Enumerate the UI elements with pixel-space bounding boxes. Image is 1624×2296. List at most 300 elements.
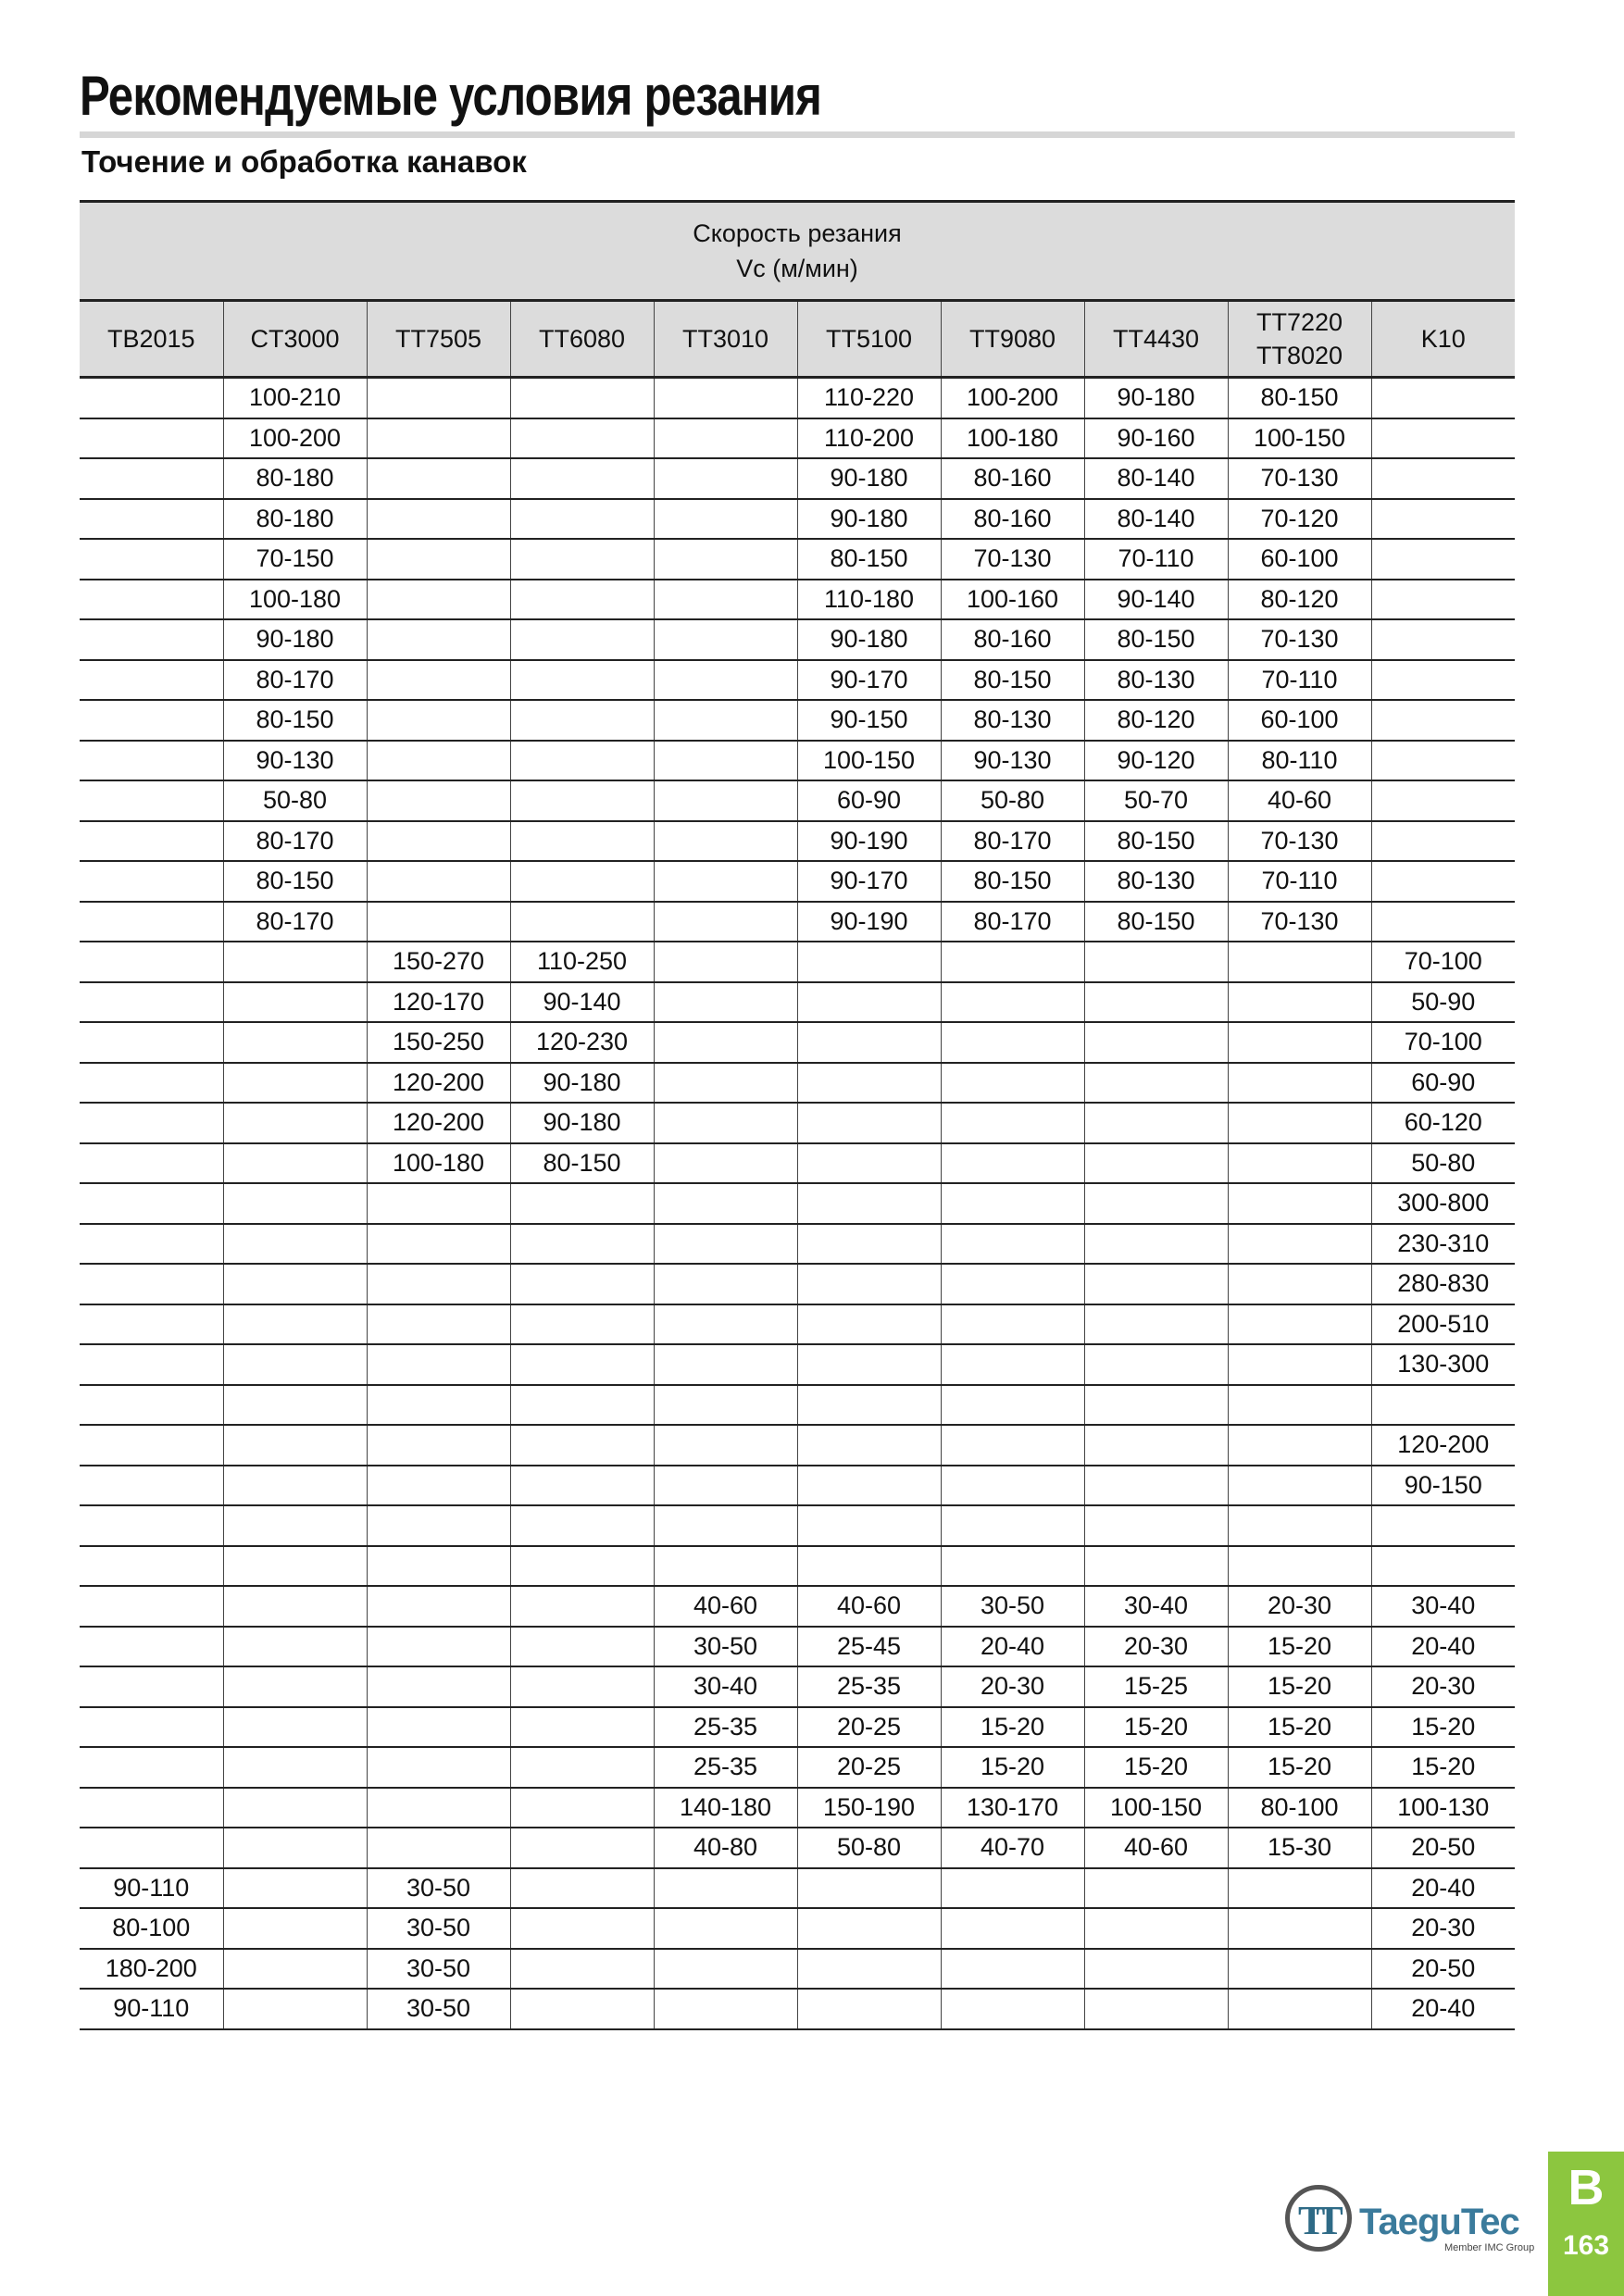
speed-cell: 50-90 [1371,982,1515,1023]
speed-cell [1228,1103,1371,1143]
speed-cell [223,1183,367,1224]
speed-cell: 70-100 [1371,942,1515,982]
speed-cell: 60-120 [1371,1103,1515,1143]
speed-cell [223,1224,367,1265]
logo-wordmark: TaeguTec [1359,2202,1519,2242]
grade-name: CT3000 [250,325,340,353]
speed-cell [510,539,654,580]
speed-cell [1371,660,1515,701]
speed-cell: 25-35 [654,1707,797,1748]
speed-cell: 100-180 [223,580,367,620]
table-row [80,700,1515,741]
speed-cell: 100-160 [941,580,1084,620]
speed-cell: 70-130 [1228,619,1371,660]
speed-cell: 60-100 [1228,539,1371,580]
speed-cell: 20-30 [1084,1627,1228,1667]
speed-cell: 40-60 [1084,1828,1228,1868]
speed-cell: 80-160 [941,458,1084,499]
speed-cell [1084,1989,1228,2029]
table-row [80,418,1515,459]
grade-name: TT9080 [968,325,1056,353]
table-row [80,821,1515,862]
speed-cell [80,1466,223,1506]
speed-cell [223,1505,367,1546]
speed-cell [654,1022,797,1063]
speed-cell [1228,1908,1371,1949]
speed-cell [654,1385,797,1426]
speed-cell [367,1425,510,1466]
table-body [80,378,1515,2029]
speed-cell: 90-140 [1084,580,1228,620]
speed-cell [223,1264,367,1304]
speed-cell [80,821,223,862]
speed-cell: 80-170 [941,902,1084,942]
speed-cell [510,1908,654,1949]
speed-cell: 300-800 [1371,1183,1515,1224]
speed-cell: 30-50 [654,1627,797,1667]
speed-cell [941,1385,1084,1426]
speed-cell [1084,1466,1228,1506]
speed-cell: 70-110 [1228,861,1371,902]
speed-cell [941,1022,1084,1063]
speed-cell: 20-30 [941,1666,1084,1707]
speed-cell [1371,1505,1515,1546]
speed-cell [1371,580,1515,620]
speed-cell [941,1425,1084,1466]
speed-cell [654,1063,797,1104]
table-row [80,1908,1515,1949]
speed-cell [797,1546,941,1587]
speed-cell: 150-250 [367,1022,510,1063]
speed-cell [941,1505,1084,1546]
speed-cell [367,1546,510,1587]
speed-cell [797,1103,941,1143]
speed-cell [1084,1425,1228,1466]
speed-cell [367,1344,510,1385]
speed-cell: 30-40 [654,1666,797,1707]
speed-cell: 70-110 [1084,539,1228,580]
speed-cell: 80-120 [1084,700,1228,741]
speed-cell [367,1747,510,1788]
speed-cell: 80-150 [510,1143,654,1184]
speed-cell [1371,700,1515,741]
speed-cell [80,1666,223,1707]
speed-cell [654,1546,797,1587]
logo-emblem-icon [1285,2185,1352,2252]
speed-cell [223,1627,367,1667]
speed-cell: 120-200 [1371,1425,1515,1466]
speed-cell: 70-110 [1228,660,1371,701]
speed-cell [510,458,654,499]
speed-cell [510,1989,654,2029]
speed-cell: 80-120 [1228,580,1371,620]
speed-cell: 100-180 [941,418,1084,459]
speed-cell [223,1466,367,1506]
speed-cell [797,982,941,1023]
speed-cell [1371,780,1515,821]
speed-cell [80,378,223,418]
speed-cell: 80-170 [223,902,367,942]
speed-cell: 100-200 [223,418,367,459]
speed-cell: 100-200 [941,378,1084,418]
title-underline [80,131,1515,138]
speed-cell: 70-150 [223,539,367,580]
speed-cell: 80-150 [941,660,1084,701]
speed-cell: 80-130 [941,700,1084,741]
speed-cell [941,1103,1084,1143]
speed-cell [797,1466,941,1506]
speed-cell [941,1989,1084,2029]
speed-cell: 100-180 [367,1143,510,1184]
section-letter: B [1568,2160,1605,2215]
speed-cell [367,700,510,741]
speed-cell [367,861,510,902]
speed-cell: 50-80 [941,780,1084,821]
speed-cell: 90-130 [223,741,367,781]
speed-cell [80,982,223,1023]
speed-cell [367,902,510,942]
speed-cell [80,619,223,660]
speed-cell: 20-40 [1371,1627,1515,1667]
speed-cell: 80-170 [223,821,367,862]
speed-cell [510,1788,654,1828]
cutting-speed-header-line2: Vc (м/мин) [736,255,858,282]
grade-column-header [654,301,797,378]
speed-cell [1084,1908,1228,1949]
speed-cell [654,580,797,620]
speed-cell [654,1908,797,1949]
speed-cell [223,1707,367,1748]
speed-cell [1228,1466,1371,1506]
speed-cell [510,1466,654,1506]
speed-cell [80,1707,223,1748]
grade-column-header [1228,301,1371,378]
cutting-speed-header-line1: Скорость резания [693,219,902,247]
speed-cell: 90-110 [80,1868,223,1909]
speed-cell [941,1344,1084,1385]
speed-cell [1228,1264,1371,1304]
table-row [80,942,1515,982]
speed-cell [510,1425,654,1466]
table-row [80,1264,1515,1304]
table-row [80,1828,1515,1868]
table-row [80,619,1515,660]
speed-cell [223,1828,367,1868]
speed-cell [367,458,510,499]
speed-cell [510,418,654,459]
speed-cell [510,580,654,620]
speed-cell: 80-150 [223,700,367,741]
speed-cell: 20-30 [1228,1586,1371,1627]
speed-cell [654,378,797,418]
speed-cell [1084,1344,1228,1385]
table-row [80,1747,1515,1788]
speed-cell [80,942,223,982]
speed-cell [510,741,654,781]
speed-cell: 90-180 [510,1103,654,1143]
table-row [80,741,1515,781]
speed-cell: 70-130 [1228,458,1371,499]
speed-cell [80,1344,223,1385]
page-number: 163 [1562,2230,1610,2261]
table-row [80,1868,1515,1909]
cutting-speed-table [80,200,1515,2030]
speed-cell: 200-510 [1371,1304,1515,1345]
speed-cell: 100-130 [1371,1788,1515,1828]
speed-cell: 90-110 [80,1989,223,2029]
logo-tt-mark: TT [1298,2198,1334,2243]
speed-cell [654,499,797,540]
speed-cell [223,1063,367,1104]
grade-column-header [510,301,654,378]
speed-cell [941,1224,1084,1265]
speed-cell: 110-200 [797,418,941,459]
speed-cell [510,1627,654,1667]
speed-cell [654,619,797,660]
speed-cell [367,1224,510,1265]
speed-cell [1228,1022,1371,1063]
speed-cell [80,1747,223,1788]
grade-name: TT7505 [394,325,482,353]
table-row [80,861,1515,902]
speed-cell [1228,1385,1371,1426]
speed-cell: 70-100 [1371,1022,1515,1063]
speed-cell [797,1344,941,1385]
speed-cell: 80-100 [80,1908,223,1949]
speed-cell [1228,1063,1371,1104]
header-band-row [80,202,1515,301]
speed-cell: 80-150 [223,861,367,902]
speed-cell [1371,1385,1515,1426]
speed-cell: 90-180 [797,458,941,499]
table-header [80,202,1515,378]
grade-column-header [1084,301,1228,378]
speed-cell: 30-50 [367,1868,510,1909]
speed-cell: 80-140 [1084,458,1228,499]
grade-name: TT6080 [538,325,626,353]
speed-cell: 15-20 [1371,1707,1515,1748]
speed-cell: 70-120 [1228,499,1371,540]
speed-cell [80,1385,223,1426]
speed-cell: 30-40 [1084,1586,1228,1627]
speed-cell [797,1989,941,2029]
speed-cell [510,1747,654,1788]
speed-cell: 80-180 [223,499,367,540]
speed-cell [510,378,654,418]
speed-cell [510,499,654,540]
speed-cell: 60-100 [1228,700,1371,741]
speed-cell: 90-180 [797,499,941,540]
speed-cell [654,780,797,821]
speed-cell [223,942,367,982]
speed-cell [367,780,510,821]
speed-cell [1371,458,1515,499]
grade-name: TT4430 [1112,325,1200,353]
speed-cell [80,458,223,499]
table-row [80,780,1515,821]
speed-cell: 20-30 [1371,1666,1515,1707]
speed-cell: 130-300 [1371,1344,1515,1385]
section-tab [1548,2152,1624,2296]
speed-cell [797,1505,941,1546]
speed-cell [80,1304,223,1345]
speed-cell [80,1143,223,1184]
speed-cell [797,1908,941,1949]
speed-cell: 70-130 [941,539,1084,580]
speed-cell [510,619,654,660]
speed-cell: 25-35 [654,1747,797,1788]
grade-column-header [1371,301,1515,378]
speed-cell [223,1989,367,2029]
table-row [80,1666,1515,1707]
speed-cell [80,861,223,902]
speed-cell [654,1183,797,1224]
speed-cell: 60-90 [1371,1063,1515,1104]
table-row [80,1707,1515,1748]
table-row [80,499,1515,540]
speed-cell: 90-180 [510,1063,654,1104]
speed-cell [367,1264,510,1304]
speed-cell: 90-160 [1084,418,1228,459]
speed-cell [223,1666,367,1707]
grade-name: TT3010 [681,325,769,353]
speed-cell [367,1627,510,1667]
page-title: Рекомендуемые условия резания [80,65,822,127]
speed-cell: 90-150 [1371,1466,1515,1506]
speed-cell: 90-120 [1084,741,1228,781]
speed-cell [1084,1949,1228,1990]
speed-cell [1228,1224,1371,1265]
speed-cell [1084,1868,1228,1909]
table-row [80,458,1515,499]
table-row [80,1103,1515,1143]
speed-cell [1371,539,1515,580]
table-row [80,1989,1515,2029]
speed-cell: 50-80 [797,1828,941,1868]
speed-cell [654,821,797,862]
speed-cell [367,1666,510,1707]
speed-cell [1228,1949,1371,1990]
speed-cell: 80-160 [941,499,1084,540]
speed-cell [941,1546,1084,1587]
speed-cell [223,1103,367,1143]
speed-cell [367,821,510,862]
grade-column-header [80,301,223,378]
grade-name: TT5100 [825,325,913,353]
speed-cell: 15-20 [1228,1747,1371,1788]
speed-cell: 90-170 [797,861,941,902]
speed-cell: 40-70 [941,1828,1084,1868]
speed-cell [797,1425,941,1466]
speed-cell [80,1264,223,1304]
speed-cell [654,1344,797,1385]
grade-column-header [367,301,510,378]
speed-cell [797,1143,941,1184]
speed-cell [367,378,510,418]
speed-cell [223,1304,367,1345]
speed-cell: 25-45 [797,1627,941,1667]
grade-name: TT7220 [1255,308,1343,336]
speed-cell: 60-90 [797,780,941,821]
table-row [80,1022,1515,1063]
speed-cell [223,1385,367,1426]
speed-cell [797,1868,941,1909]
speed-cell: 15-20 [1228,1707,1371,1748]
speed-cell: 15-20 [1228,1627,1371,1667]
speed-cell [80,780,223,821]
speed-cell: 180-200 [80,1949,223,1990]
speed-cell: 80-160 [941,619,1084,660]
speed-cell [510,902,654,942]
speed-cell [1228,942,1371,982]
speed-cell: 90-190 [797,821,941,862]
speed-cell [80,660,223,701]
speed-cell [367,1304,510,1345]
speed-cell [654,418,797,459]
speed-cell [941,1063,1084,1104]
table-row [80,1385,1515,1426]
grade-column-header [941,301,1084,378]
speed-cell: 20-30 [1371,1908,1515,1949]
speed-cell: 80-170 [223,660,367,701]
speed-cell: 100-210 [223,378,367,418]
speed-cell [367,580,510,620]
speed-cell: 30-50 [367,1908,510,1949]
speed-cell: 80-100 [1228,1788,1371,1828]
grade-name: TB2015 [106,325,195,353]
speed-cell [1371,821,1515,862]
speed-cell [941,1868,1084,1909]
speed-cell [510,1586,654,1627]
speed-cell [80,1103,223,1143]
speed-cell: 80-150 [1084,821,1228,862]
speed-cell [941,1908,1084,1949]
speed-cell [654,1143,797,1184]
speed-cell [941,1183,1084,1224]
speed-cell: 120-200 [367,1103,510,1143]
grade-name: K10 [1420,325,1466,353]
speed-cell [1371,619,1515,660]
speed-cell [654,1989,797,2029]
table-row [80,1224,1515,1265]
speed-cell [941,1304,1084,1345]
speed-cell [1371,378,1515,418]
speed-cell [510,1344,654,1385]
speed-cell [80,539,223,580]
speed-cell: 120-200 [367,1063,510,1104]
speed-cell [1228,982,1371,1023]
speed-cell: 80-140 [1084,499,1228,540]
speed-cell [654,539,797,580]
speed-cell: 70-130 [1228,902,1371,942]
speed-cell [654,982,797,1023]
speed-cell [1228,1505,1371,1546]
speed-cell [510,1505,654,1546]
grade-column-header [223,301,367,378]
speed-cell [1228,1868,1371,1909]
speed-cell [510,861,654,902]
speed-cell [654,458,797,499]
speed-cell: 110-250 [510,942,654,982]
speed-cell [510,1868,654,1909]
speed-cell [797,1224,941,1265]
speed-cell [797,1264,941,1304]
speed-cell [223,1788,367,1828]
speed-cell: 100-150 [797,741,941,781]
speed-cell [654,942,797,982]
speed-cell: 30-50 [367,1989,510,2029]
speed-cell [80,1505,223,1546]
